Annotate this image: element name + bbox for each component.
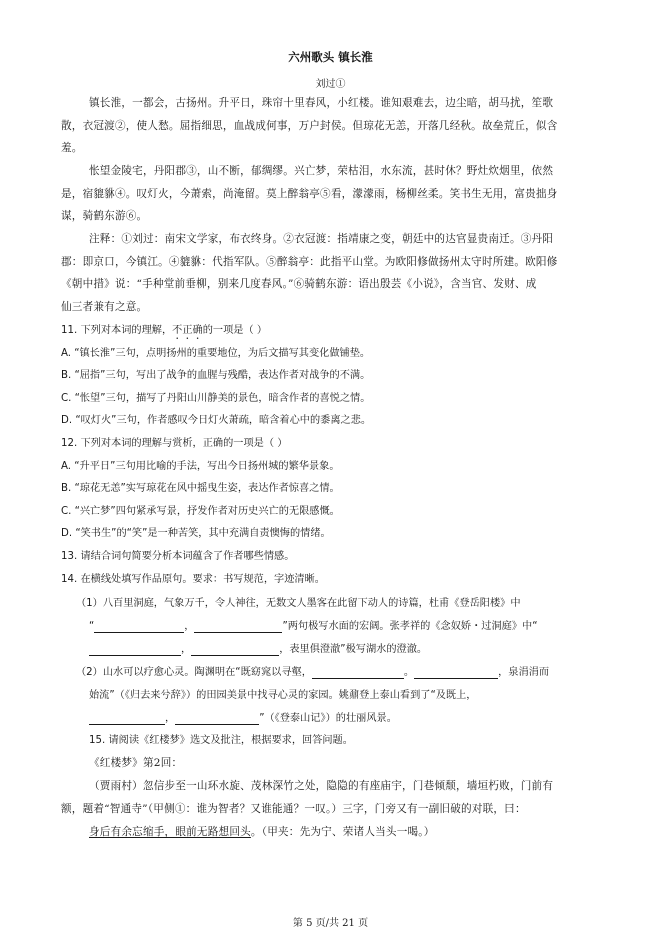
question-14-stem: 14. 在横线处填写作品原句。要求：书写规范，字迹清晰。	[61, 574, 325, 585]
underlined-couplet: 身后有余忘缩手，眼前无路想回头	[89, 826, 251, 838]
answer-blank[interactable]	[414, 667, 498, 679]
question-12-option-a: A. “升平日”三句用比喻的手法，写出今日扬州城的繁华景象。	[61, 461, 340, 472]
question-14-part1-intro: （1）八百里洞庭，气象万千，令人神往，无数文人墨客在此留下动人的诗篇，杜甫《登岳阳楼》中	[76, 598, 521, 609]
answer-blank[interactable]	[94, 621, 184, 633]
poem-title: 六州歌头 镇长淮	[288, 50, 373, 64]
question-text: ”（《登泰山记》）的壮丽风景。	[259, 713, 397, 724]
question-14-part2-line2: 始流”（《归去来兮辞》）的田园美景中找寻心灵的家园。姚鼐登上泰山看到了“及既上，	[89, 690, 477, 701]
question-15-chapter: 《红楼梦》第2回：	[89, 757, 183, 769]
question-11-option-d: D. “叹灯火”三句，作者感叹今日灯火萧疏，暗含着心中的黍离之悲。	[61, 415, 372, 426]
stem-text: 的一项是（ ）	[202, 325, 268, 336]
note-line: 仙三者兼有之意。	[61, 301, 148, 313]
poem-line: 散，衣冠渡②，使人愁。屈指细思，血战成何事，万户封侯。但琼花无恙，开落几经秋。故垒荒丘，似含	[61, 120, 558, 132]
question-text: 两句极写水面的宏阔。张孝祥的《念奴娇・过洞庭》中	[287, 621, 533, 632]
answer-blank[interactable]	[191, 644, 279, 656]
answer-blank[interactable]	[194, 621, 282, 633]
question-12-option-c: C. “兴亡梦”四句紧承写景，抒发作者对历史兴亡的无限感慨。	[61, 506, 340, 517]
question-11-option-a: A. “镇长淮”三句，点明扬州的重要地位，为后文描写其变化做铺垫。	[61, 348, 371, 359]
question-text: （2）山水可以疗愈心灵。陶渊明在“既窈窕以寻壑，	[76, 667, 312, 678]
question-14-part2-line3: ， ”（《登泰山记》）的壮丽风景。	[89, 712, 397, 725]
question-15-stem: 15. 请阅读《红楼梦》选文及批注，根据要求，回答问题。	[89, 735, 353, 746]
page-number: 第 5 页/共 21 页	[292, 918, 369, 929]
passage-line: 额，题着“智通寺”（甲侧①：谁为智者？又谁能通？一叹。）三字，门旁又有一副旧破的对联，曰：	[61, 803, 526, 815]
question-text: ，泉涓涓而	[498, 667, 550, 678]
poem-line: 是，宿貔貅④。叹灯火，今萧索，尚淹留。莫上醉翁亭⑤看，濛濛雨，杨柳丝柔。笑书生无用，富贵拙身	[61, 188, 558, 200]
note-line: 《朝中措》说：“手种堂前垂柳，别来几度春风。”⑥骑鹤东游：语出殷芸《小说》，含当官、发财、成	[61, 278, 537, 290]
question-14-part1-blanks: “ ， ”两句极写水面的宏阔。张孝祥的《念奴娇・过洞庭》中“	[89, 621, 538, 632]
question-14-part1-blanks-2: ， ，表里俱澄澈”极写湖水的澄澈。	[89, 643, 427, 656]
answer-blank[interactable]	[89, 644, 181, 656]
answer-blank[interactable]	[312, 667, 404, 679]
poem-line: 羞。	[61, 142, 83, 154]
question-12-option-b: B. “琼花无恙”实写琼花在风中摇曳生姿，表达作者惊喜之情。	[61, 483, 340, 494]
answer-blank[interactable]	[175, 713, 259, 725]
question-11-option-b: B. “屈指”三句，写出了战争的血腥与残酷，表达作者对战争的不满。	[61, 370, 371, 381]
poem-line: 怅望金陵宅，丹阳郡③，山不断，郁绸缪。兴亡梦，荣枯泪，水东流，甚时休？野灶炊烟里，依然	[89, 165, 554, 177]
stem-text: 11. 下列对本词的理解，	[61, 325, 173, 336]
poem-author: 刘过①	[315, 79, 346, 90]
question-12-stem: 12. 下列对本词的理解与赏析，正确的一项是（ ）	[61, 438, 288, 449]
question-13-stem: 13. 请结合词句简要分析本词蕴含了作者哪些情感。	[61, 551, 295, 562]
emphasis-text: 不正确	[172, 325, 203, 336]
question-text: ，表里俱澄澈”极写湖水的澄澈。	[279, 644, 428, 655]
poem-line: 谋，骑鹤东游⑥。	[61, 210, 148, 222]
passage-line: （贾雨村）忽信步至一山环水旋、茂林深竹之处，隐隐的有座庙宇，门巷倾颓，墙垣朽败，门前有	[89, 780, 554, 792]
question-14-part2-line1: （2）山水可以疗愈心灵。陶渊明在“既窈窕以寻壑， 。 ，泉涓涓而	[76, 667, 550, 678]
passage-couplet-line	[89, 826, 435, 839]
note-line: 注释：①刘过：南宋文学家，布衣终身。②衣冠渡：指靖康之变，朝廷中的达官显贵南迁。③丹阳	[89, 233, 554, 245]
poem-line: 镇长淮，一都会，古扬州。升平日，珠帘十里春风，小红楼。谁知艰难去，边尘暗，胡马扰，笙歌	[89, 97, 554, 109]
passage-text: 。（甲夹：先为宁、荣诸人当头一喝。）	[250, 826, 435, 838]
question-11-stem	[61, 324, 267, 342]
question-11-option-c: C. “怅望”三句，描写了丹阳山川静美的景色，暗含作者的喜悦之情。	[61, 393, 371, 404]
answer-blank[interactable]	[89, 713, 165, 725]
note-line: 郡：即京口，今镇江。④貔貅：代指军队。⑤醉翁亭：此指平山堂。为欧阳修做扬州太守时所建。欧阳修	[61, 256, 558, 268]
question-12-option-d: D. “笑书生”的“笑”是一种苦笑，其中充满自责懊悔的情绪。	[61, 528, 331, 539]
